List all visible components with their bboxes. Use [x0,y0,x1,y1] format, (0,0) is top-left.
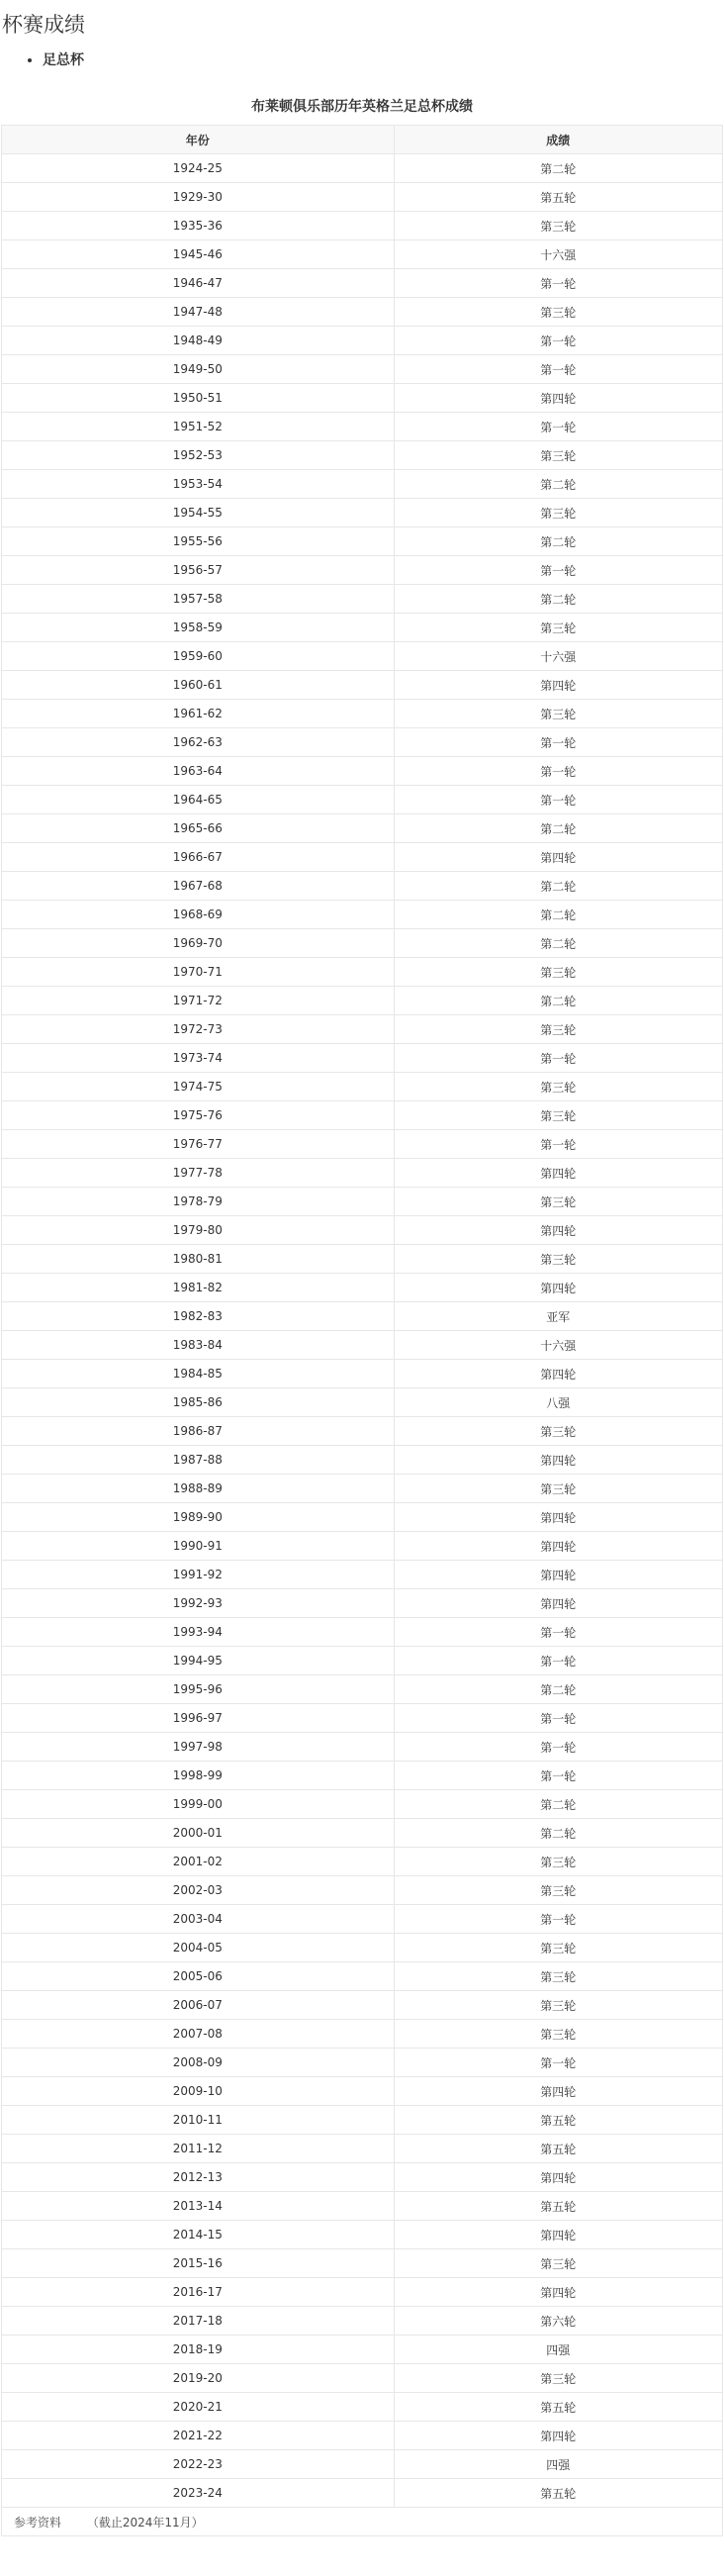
year-cell: 1990-91 [2,1532,395,1561]
year-cell: 2004-05 [2,1934,395,1962]
result-cell: 第四轮 [394,2163,722,2192]
table-row [2,240,723,269]
year-cell: 2018-19 [2,2336,395,2364]
table-row [2,1216,723,1245]
table-row [2,843,723,872]
year-cell: 1968-69 [2,901,395,929]
table-row [2,1159,723,1188]
table-row [2,499,723,527]
year-cell: 2001-02 [2,1848,395,1876]
result-cell: 亚军 [394,1302,722,1331]
result-cell: 第一轮 [394,413,722,441]
table-row [2,2278,723,2307]
table-row [2,1130,723,1159]
table-row [2,1188,723,1216]
table-row [2,1962,723,1991]
year-cell: 2013-14 [2,2192,395,2221]
year-cell: 1962-63 [2,728,395,757]
result-cell: 第四轮 [394,2221,722,2249]
year-cell: 1995-96 [2,1675,395,1704]
table-row [2,958,723,987]
result-cell: 第二轮 [394,470,722,499]
table-row [2,901,723,929]
table-row [2,1819,723,1848]
table-row [2,2249,723,2278]
result-cell: 第三轮 [394,614,722,642]
result-cell: 十六强 [394,642,722,671]
year-cell: 2009-10 [2,2077,395,2106]
result-cell: 第一轮 [394,327,722,355]
year-cell: 2019-20 [2,2364,395,2393]
table-row [2,1704,723,1733]
year-cell: 1946-47 [2,269,395,298]
year-cell: 2007-08 [2,2020,395,2049]
table-row [2,2364,723,2393]
col-header-year: 年份 [2,126,395,154]
result-cell: 第五轮 [394,2192,722,2221]
result-cell: 第二轮 [394,1790,722,1819]
result-cell: 四强 [394,2336,722,2364]
result-cell: 第一轮 [394,1704,722,1733]
result-cell: 第一轮 [394,1905,722,1934]
table-row [2,441,723,470]
table-row [2,814,723,843]
result-cell: 第三轮 [394,499,722,527]
year-cell: 1997-98 [2,1733,395,1762]
table-row [2,987,723,1015]
table-row [2,1302,723,1331]
table-header-row [2,126,723,154]
result-cell: 第四轮 [394,1216,722,1245]
table-row [2,2422,723,2450]
result-cell: 第四轮 [394,671,722,700]
col-header-result: 成绩 [394,126,722,154]
result-cell: 第四轮 [394,1532,722,1561]
result-cell: 第三轮 [394,700,722,728]
table-row [2,1905,723,1934]
year-cell: 1975-76 [2,1101,395,1130]
year-cell: 1945-46 [2,240,395,269]
table-row [2,728,723,757]
year-cell: 1999-00 [2,1790,395,1819]
table-row [2,1675,723,1704]
result-cell: 第三轮 [394,1245,722,1274]
result-cell: 第三轮 [394,1101,722,1130]
result-cell: 第四轮 [394,843,722,872]
year-cell: 1960-61 [2,671,395,700]
year-cell: 1967-68 [2,872,395,901]
table-row [2,642,723,671]
year-cell: 1952-53 [2,441,395,470]
year-cell: 1935-36 [2,212,395,240]
year-cell: 2010-11 [2,2106,395,2135]
year-cell: 1984-85 [2,1360,395,1388]
subsection-item-fa-cup: • 足总杯 [43,52,723,69]
year-cell: 1974-75 [2,1073,395,1101]
result-cell: 第四轮 [394,1274,722,1302]
table-row [2,1245,723,1274]
year-cell: 1991-92 [2,1561,395,1589]
year-cell: 1961-62 [2,700,395,728]
table-row [2,2393,723,2422]
table-row [2,2020,723,2049]
year-cell: 1981-82 [2,1274,395,1302]
table-row [2,700,723,728]
result-cell: 第五轮 [394,2135,722,2163]
table-row [2,1532,723,1561]
year-cell: 1956-57 [2,556,395,585]
result-cell: 第一轮 [394,355,722,384]
table-row [2,298,723,327]
table-row [2,1503,723,1532]
year-cell: 2016-17 [2,2278,395,2307]
table-row [2,1561,723,1589]
year-cell: 1982-83 [2,1302,395,1331]
result-cell: 第三轮 [394,1188,722,1216]
result-cell: 第一轮 [394,786,722,814]
year-cell: 2000-01 [2,1819,395,1848]
result-cell: 第三轮 [394,1934,722,1962]
year-cell: 2006-07 [2,1991,395,2020]
year-cell: 2020-21 [2,2393,395,2422]
table-row [2,1446,723,1475]
year-cell: 1987-88 [2,1446,395,1475]
year-cell: 2014-15 [2,2221,395,2249]
table-row [2,1044,723,1073]
table-row [2,786,723,814]
table-row [2,1647,723,1675]
year-cell: 1986-87 [2,1417,395,1446]
year-cell: 2002-03 [2,1876,395,1905]
year-cell: 2023-24 [2,2479,395,2508]
result-cell: 第四轮 [394,1589,722,1618]
result-cell: 第二轮 [394,929,722,958]
year-cell: 1989-90 [2,1503,395,1532]
year-cell: 1971-72 [2,987,395,1015]
result-cell: 第三轮 [394,1073,722,1101]
result-cell: 第三轮 [394,212,722,240]
table-title: 布莱顿俱乐部历年英格兰足总杯成绩 [251,99,473,115]
year-cell: 2021-22 [2,2422,395,2450]
result-cell: 第三轮 [394,1876,722,1905]
year-cell: 1980-81 [2,1245,395,1274]
result-cell: 第二轮 [394,987,722,1015]
reference-note: （截止2024年11月） [86,2515,204,2529]
year-cell: 2005-06 [2,1962,395,1991]
result-cell: 十六强 [394,1331,722,1360]
result-cell: 第一轮 [394,1762,722,1790]
year-cell: 1988-89 [2,1475,395,1503]
year-cell: 1947-48 [2,298,395,327]
table-row [2,384,723,413]
table-row [2,1360,723,1388]
year-cell: 1976-77 [2,1130,395,1159]
table-row [2,1015,723,1044]
year-cell: 1953-54 [2,470,395,499]
result-cell: 第二轮 [394,814,722,843]
table-row [2,1618,723,1647]
table-row [2,2106,723,2135]
table-body [2,154,723,2508]
result-cell: 第五轮 [394,2106,722,2135]
result-cell: 第一轮 [394,269,722,298]
table-row [2,1475,723,1503]
year-cell: 1955-56 [2,527,395,556]
result-cell: 第二轮 [394,154,722,183]
year-cell: 2011-12 [2,2135,395,2163]
result-cell: 第一轮 [394,1733,722,1762]
reference-label: 参考资料 [14,2515,62,2529]
year-cell: 1951-52 [2,413,395,441]
table-row [2,757,723,786]
result-cell: 第三轮 [394,1417,722,1446]
result-cell: 第一轮 [394,728,722,757]
table-row [2,355,723,384]
table-row [2,2135,723,2163]
year-cell: 1977-78 [2,1159,395,1188]
result-cell: 第三轮 [394,2364,722,2393]
year-cell: 1979-80 [2,1216,395,1245]
table-row [2,154,723,183]
result-cell: 第二轮 [394,901,722,929]
result-cell: 第三轮 [394,1475,722,1503]
table-row [2,1417,723,1446]
subsection-list [1,52,723,69]
year-cell: 1958-59 [2,614,395,642]
result-cell: 第二轮 [394,872,722,901]
table-row [2,1274,723,1302]
year-cell: 1959-60 [2,642,395,671]
result-cell: 第四轮 [394,1446,722,1475]
year-cell: 1929-30 [2,183,395,212]
reference-cell [2,2508,723,2536]
table-row [2,470,723,499]
result-cell: 八强 [394,1388,722,1417]
result-cell: 第一轮 [394,1130,722,1159]
table-row [2,2077,723,2106]
result-cell: 第一轮 [394,1044,722,1073]
table-row [2,212,723,240]
table-row [2,2163,723,2192]
table-row [2,671,723,700]
year-cell: 1998-99 [2,1762,395,1790]
result-cell: 第三轮 [394,298,722,327]
table-row [2,2336,723,2364]
table-row [2,1733,723,1762]
table-row [2,1101,723,1130]
year-cell: 1973-74 [2,1044,395,1073]
table-row [2,1073,723,1101]
result-cell: 第四轮 [394,1159,722,1188]
year-cell: 2015-16 [2,2249,395,2278]
table-row [2,2307,723,2336]
result-cell: 第三轮 [394,1848,722,1876]
result-cell: 第二轮 [394,527,722,556]
table-row [2,1991,723,2020]
result-cell: 第一轮 [394,556,722,585]
table-row [2,413,723,441]
result-cell: 十六强 [394,240,722,269]
table-row [2,1790,723,1819]
year-cell: 1966-67 [2,843,395,872]
year-cell: 2017-18 [2,2307,395,2336]
year-cell: 1964-65 [2,786,395,814]
year-cell: 1972-73 [2,1015,395,1044]
result-cell: 第一轮 [394,2049,722,2077]
result-cell: 第三轮 [394,2020,722,2049]
result-cell: 第四轮 [394,2422,722,2450]
table-row [2,1388,723,1417]
result-cell: 第四轮 [394,1503,722,1532]
result-cell: 第四轮 [394,384,722,413]
table-row [2,1762,723,1790]
year-cell: 1957-58 [2,585,395,614]
result-cell: 第二轮 [394,585,722,614]
year-cell: 1949-50 [2,355,395,384]
table-row [2,1934,723,1962]
result-cell: 第四轮 [394,2278,722,2307]
table-row [2,1848,723,1876]
result-cell: 第一轮 [394,1647,722,1675]
table-row [2,2450,723,2479]
table-row [2,556,723,585]
section-title: 杯赛成绩 [2,13,85,37]
table-row [2,1876,723,1905]
table-row [2,872,723,901]
result-cell: 第五轮 [394,183,722,212]
result-cell: 第一轮 [394,757,722,786]
result-cell: 第六轮 [394,2307,722,2336]
table-row [2,2192,723,2221]
table-row [2,527,723,556]
year-cell: 2008-09 [2,2049,395,2077]
result-cell: 第三轮 [394,1015,722,1044]
year-cell: 1985-86 [2,1388,395,1417]
result-cell: 第四轮 [394,1360,722,1388]
result-cell: 第五轮 [394,2479,722,2508]
result-cell: 第三轮 [394,1962,722,1991]
year-cell: 1965-66 [2,814,395,843]
year-cell: 1978-79 [2,1188,395,1216]
year-cell: 2003-04 [2,1905,395,1934]
year-cell: 1994-95 [2,1647,395,1675]
year-cell: 1992-93 [2,1589,395,1618]
year-cell: 2022-23 [2,2450,395,2479]
year-cell: 1963-64 [2,757,395,786]
table-row [2,585,723,614]
year-cell: 1924-25 [2,154,395,183]
result-cell: 第二轮 [394,1819,722,1848]
year-cell: 1983-84 [2,1331,395,1360]
year-cell: 1950-51 [2,384,395,413]
year-cell: 1996-97 [2,1704,395,1733]
result-cell: 第四轮 [394,2077,722,2106]
table-row [2,2049,723,2077]
results-table [1,125,723,2536]
result-cell: 第三轮 [394,958,722,987]
year-cell: 1948-49 [2,327,395,355]
result-cell: 四强 [394,2450,722,2479]
table-row [2,2221,723,2249]
year-cell: 1954-55 [2,499,395,527]
result-cell: 第三轮 [394,2249,722,2278]
result-cell: 第一轮 [394,1618,722,1647]
table-row [2,183,723,212]
year-cell: 2012-13 [2,2163,395,2192]
result-cell: 第四轮 [394,1561,722,1589]
result-cell: 第三轮 [394,441,722,470]
result-cell: 第二轮 [394,1675,722,1704]
reference-row [2,2508,723,2536]
year-cell: 1970-71 [2,958,395,987]
table-row [2,614,723,642]
table-row [2,929,723,958]
year-cell: 1969-70 [2,929,395,958]
table-row [2,1331,723,1360]
result-cell: 第五轮 [394,2393,722,2422]
table-row [2,1589,723,1618]
table-row [2,2479,723,2508]
table-row [2,269,723,298]
result-cell: 第三轮 [394,1991,722,2020]
year-cell: 1993-94 [2,1618,395,1647]
table-row [2,327,723,355]
